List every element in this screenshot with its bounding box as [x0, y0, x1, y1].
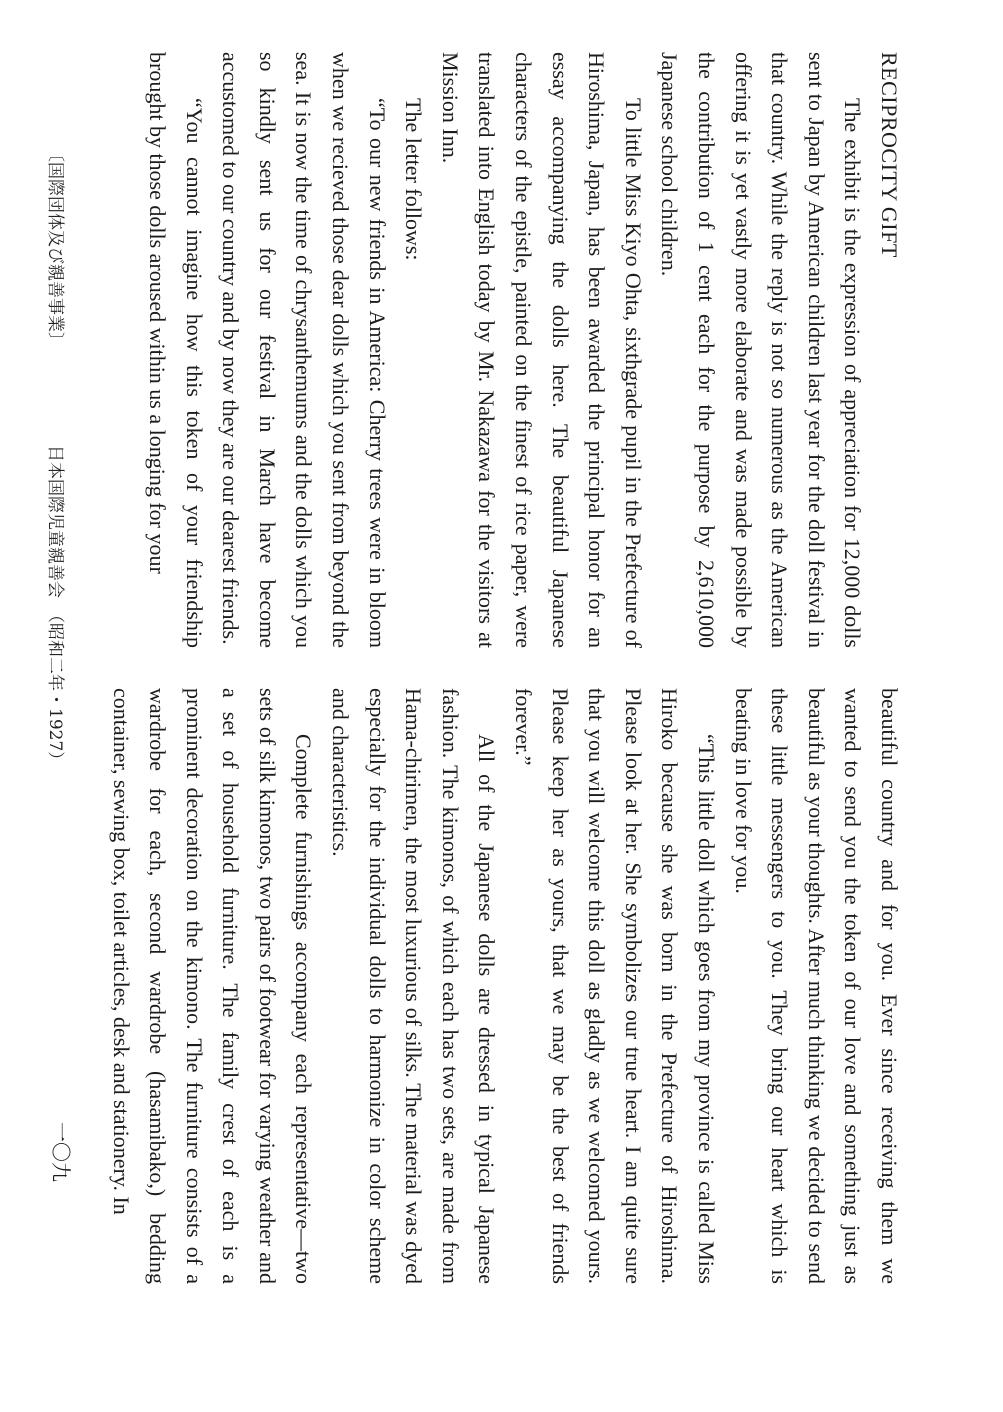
paragraph: The letter follows:: [401, 98, 427, 261]
paragraph: To little Miss Kiyo Ohta, sixthgrade pupil in the Prefecture of Hiroshima, Japan, has been awarded the principal honor for an essay accompanying the dolls here. The beautiful Japanese characters of the epistle, painted on the finest of rice paper, were translated into English today by Mr. Nakazawa for the visitors at Mission Inn.: [437, 52, 646, 648]
paragraph: Complete furnishings accompany each representative—two sets of silk kimonos, two pairs of footwear for varying weather and a set of household furniture. The family crest of each is a prominent decoration on the kimono. The furniture consists of a wardrobe for each, second wardrobe (hasamibako,) bedding container, sewing box, toilet articles, desk and stationery. In: [108, 688, 317, 1284]
footer-organization: 日本国際児童親善会: [45, 445, 65, 598]
paragraph: All of the Japanese dolls are dressed in typical Japanese fashion. The kimonos, of which each has two sets, are made from Hama-chirimen, the most luxurious of silks. The material was dyed especially for the individual dolls to harmonize in color scheme and characteristics.: [328, 688, 500, 1284]
footer-section-label: 〔国際団体及び親善事業〕: [45, 145, 65, 349]
right-column: [102, 688, 907, 1284]
page-title: RECIPROCITY GIFT: [877, 52, 902, 258]
footer-date: （昭和二年・1927）: [45, 606, 65, 769]
paragraph: “This little doll which goes from my province is called Miss Hiroko because she was born in the Prefecture of Hiroshima. Please look at her. She symbolizes our true heart. I am quite sure that you will welcome this doll as gladly as we welcomed yours. Please keep her as yours, that we may be the best of friends forever.”: [511, 688, 720, 1284]
left-column: [139, 52, 907, 648]
paragraph: beautiful country and for you. Ever since receiving them we wanted to send you the token of our love and something just as beautiful as your thoughts. After much thinking we decided to send these little messengers to you. They bring our heart which is beating in love for you.: [730, 688, 902, 1284]
page-number: 一〇九: [49, 1122, 73, 1182]
paragraph: The exhibit is the expression of appreciation for 12,000 dolls sent to Japan by American children last year for the doll festival in that country. While the reply is not so numerous as the American offering it is yet vastly more elaborate and was made possible by the contribution of 1 cent each for the purpose by 2,610,000 Japanese school children.: [657, 52, 866, 648]
paragraph: “You cannot imagine how this token of your friendship brought by those dolls aroused within us a longing for your: [145, 52, 207, 648]
paragraph: “To our new friends in America: Cherry trees were in bloom when we recieved those dear dolls which you sent from beyond the sea. It is now the time of chrysanthemums and the dolls which you so kindly sent us for our festival in March have become accustomed to our country and by now they are our dearest friends.: [218, 52, 390, 648]
